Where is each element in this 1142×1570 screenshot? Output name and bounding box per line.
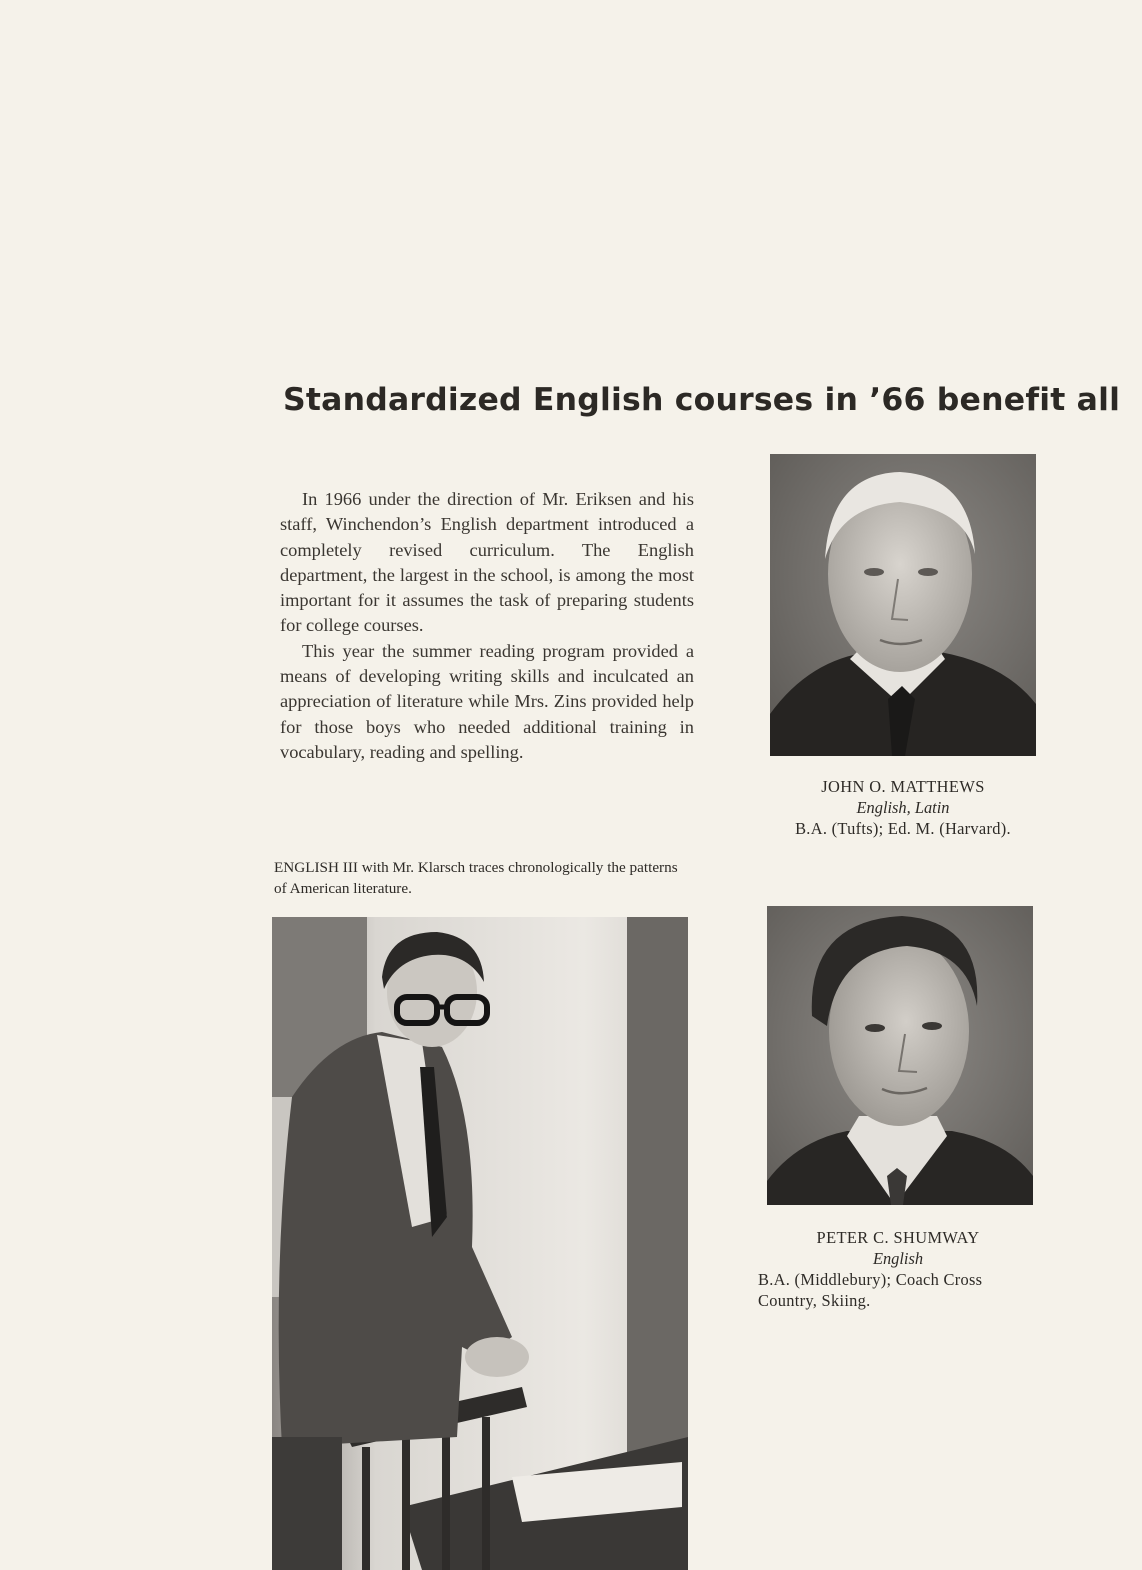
classroom-photo-caption: ENGLISH III with Mr. Klarsch traces chronologically the patterns of American literature.: [274, 859, 678, 897]
portrait-photo-shumway: [767, 906, 1033, 1205]
classroom-photo: [272, 917, 688, 1570]
faculty-subjects: English: [872, 1249, 924, 1268]
article-paragraph: This year the summer reading program provided a means of developing writing skills and inculcated an appreciation of literature while Mrs. Zins provided help for those boys who needed additional training in vocabulary, reading and spelling.: [280, 640, 694, 762]
faculty-credentials: B.A. (Tufts); Ed. M. (Harvard).: [795, 819, 1011, 838]
faculty-bio-matthews: [758, 776, 1048, 839]
faculty-credentials: B.A. (Middlebury); Coach Cross Country, Skiing.: [758, 1270, 983, 1310]
faculty-name: PETER C. SHUMWAY: [816, 1228, 980, 1247]
faculty-subjects: English, Latin: [856, 798, 950, 817]
faculty-bio-shumway: [758, 1227, 1038, 1311]
faculty-name: JOHN O. MATTHEWS: [821, 777, 985, 796]
page-headline: Standardized English courses in ’66 benefit all: [283, 382, 1121, 418]
article-paragraph: In 1966 under the direction of Mr. Eriksen and his staff, Winchendon’s English department introduced a completely revised curriculum. The English department, the largest in the school, is among the most important for it assumes the task of preparing students for college courses.: [280, 489, 694, 636]
article-body: [280, 487, 694, 765]
portrait-photo-matthews: [770, 454, 1036, 756]
